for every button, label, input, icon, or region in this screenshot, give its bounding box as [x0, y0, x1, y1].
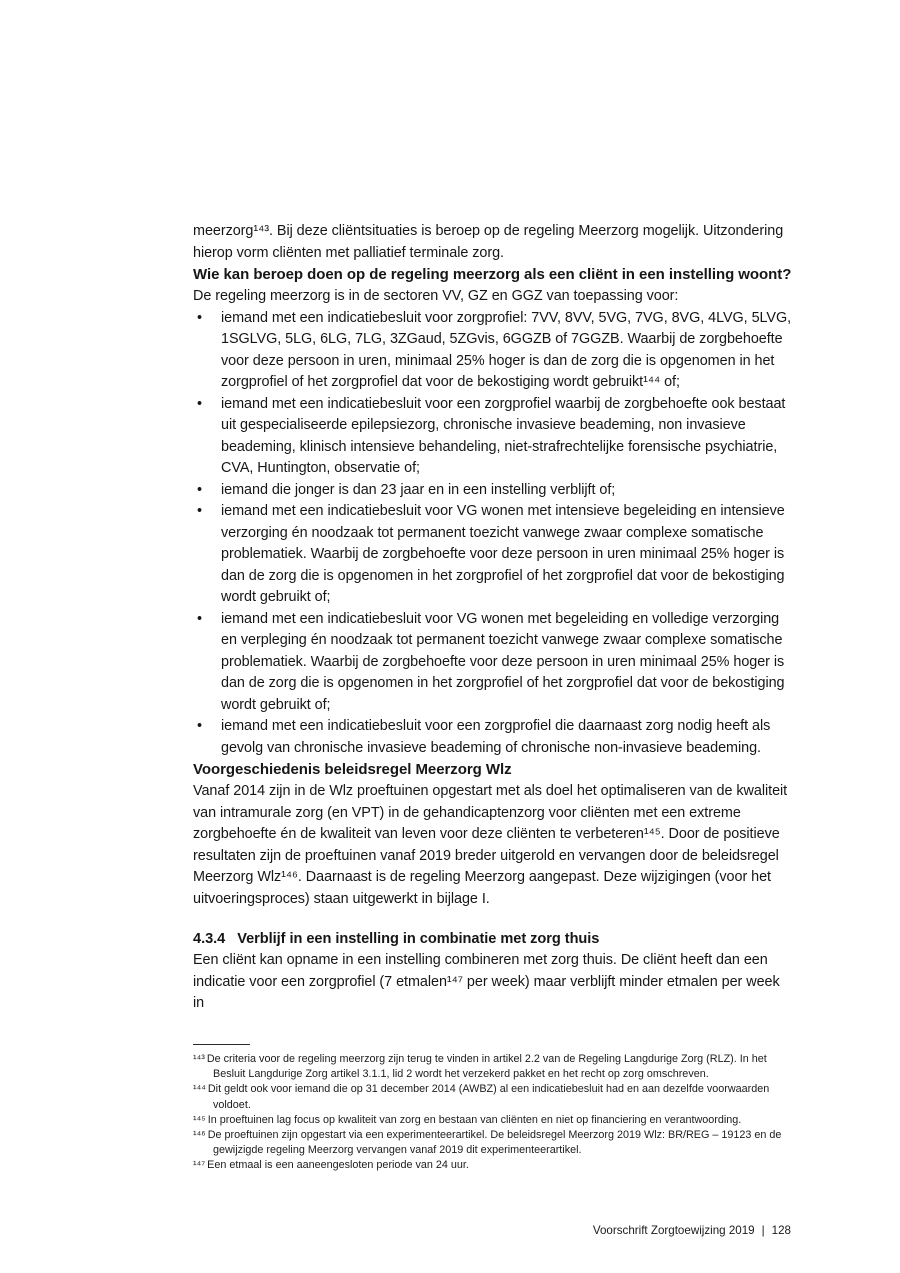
- footnote-block: [193, 1044, 793, 1174]
- list-item: [193, 716, 792, 759]
- intro-paragraph: meerzorg¹⁴³. Bij deze cliëntsituaties is beroep op de regeling Meerzorg mogelijk. Uitzondering hierop vorm cliënten met palliatief terminale zorg.: [193, 223, 784, 261]
- footnote: [193, 1158, 793, 1173]
- footnote-separator-rule: [193, 1044, 250, 1045]
- section-lead: De regeling meerzorg is in de sectoren VV, GZ en GGZ van toepassing voor:: [193, 288, 679, 304]
- heading-number: 4.3.4: [193, 931, 226, 947]
- footnote-number: ¹⁴⁵: [193, 1113, 206, 1126]
- bullet-icon: •: [197, 503, 202, 519]
- footnote-number: ¹⁴³: [193, 1053, 205, 1065]
- section-body-voorgeschiedenis: Vanaf 2014 zijn in de Wlz proeftuinen opgestart met als doel het optimaliseren van de kwaliteit van intramurale zorg (en VPT) in de gehandicaptenzorg voor cliënten met een extreme zorgbehoefte én de kwaliteit van leven voor deze cliënten te verbeteren¹⁴⁵. Door de positieve resultaten zijn de proeftuinen vanaf 2019 breder uitgerold en vervangen door de beleidsregel Meerzorg Wlz¹⁴⁶. Daarnaast is de regeling Meerzorg aangepast. Deze wijzigingen (voor het uitvoeringsproces) staan uitgewerkt in bijlage I.: [193, 783, 788, 907]
- bullet-text: iemand met een indicatiebesluit voor zorgprofiel: 7VV, 8VV, 5VG, 7VG, 8VG, 4LVG, 5LVG, 1SGLVG, 5LG, 6LG, 7LG, 3ZGaud, 5ZGvis, 6GGZB of 7GGZB. Waarbij de zorgbehoefte voor deze persoon in uren, minimaal 25% hoger is dan de zorg die is opgenomen in het zorgprofiel of het zorgprofiel dat voor de bekostiging wordt gebruikt¹⁴⁴ of;: [221, 309, 792, 390]
- bullet-icon: •: [197, 610, 202, 627]
- list-item: [193, 501, 792, 609]
- heading-title: Verblijf in een instelling in combinatie met zorg thuis: [237, 931, 600, 947]
- footnote-text: De criteria voor de regeling meerzorg zijn terug te vinden in artikel 2.2 van de Regeling Langdurige Zorg (RLZ). In het Besluit Langdurige Zorg artikel 3.1.1, lid 2 wordt het verzekerd pakket en het recht op zorg omschreven.: [206, 1053, 767, 1081]
- footnote: [193, 1113, 793, 1128]
- section-heading-voorgeschiedenis: Voorgeschiedenis beleidsregel Meerzorg Wlz: [193, 761, 512, 778]
- list-item: [193, 480, 792, 502]
- bullet-text: iemand met een indicatiebesluit voor een zorgprofiel waarbij de zorgbehoefte ook bestaat uit gespecialiseerde epilepsiezorg, chronische invasieve beademing, non invasieve beademing, klinisch intensieve behandeling, niet-strafrechtelijke forensische psychiatrie, CVA, Huntington, observatie of;: [221, 395, 786, 476]
- list-item: [193, 609, 792, 717]
- page-content: [193, 221, 792, 1015]
- footnote-text: Dit geldt ook voor iemand die op 31 december 2014 (AWBZ) al een indicatiebesluit had en aan dezelfde voorwaarden voldoet.: [207, 1083, 770, 1111]
- section-verblijf: [193, 928, 792, 1015]
- footnote-text: Een etmaal is een aaneengesloten periode van 24 uur.: [207, 1159, 469, 1172]
- footnote-number: ¹⁴⁷: [193, 1159, 206, 1172]
- bullet-icon: •: [197, 718, 202, 734]
- section-heading-regeling-meerzorg: Wie kan beroep doen op de regeling meerzorg als een cliënt in een instelling woont?: [193, 266, 792, 283]
- bullet-icon: •: [197, 395, 202, 412]
- footnote-text: De proeftuinen zijn opgestart via een experimenteerartikel. De beleidsregel Meerzorg 2019 Wlz: BR/REG – 19123 en de gewijzigde regeling Meerzorg vervangen vanaf 2019 dit experimenteerartikel.: [207, 1129, 782, 1157]
- list-item: [193, 308, 792, 394]
- section-heading-verblijf: [193, 928, 792, 950]
- bullet-text: iemand met een indicatiebesluit voor VG wonen met intensieve begeleiding en intensieve verzorging én noodzaak tot permanent toezicht vanwege zwaar complexe somatische problematiek. Waarbij de zorgbehoefte voor deze persoon in uren minimaal 25% hoger is dan de zorg die is opgenomen in het zorgprofiel of het zorgprofiel dat voor de bekostiging wordt gebruikt of;: [221, 503, 785, 605]
- footnote: [193, 1082, 793, 1112]
- footnote-number: ¹⁴⁴: [193, 1083, 206, 1096]
- footer-separator: |: [761, 1224, 765, 1237]
- bullet-text: iemand met een indicatiebesluit voor een zorgprofiel die daarnaast zorg nodig heeft als gevolg van chronische invasieve beademing of chronische non-invasieve beademing.: [221, 718, 771, 756]
- bullet-icon: •: [197, 309, 202, 326]
- page-footer: [593, 1223, 791, 1238]
- footer-page-number: 128: [771, 1224, 791, 1237]
- footnote-text: In proeftuinen lag focus op kwaliteit van zorg en bestaan van cliënten en niet op financiering en verantwoording.: [207, 1113, 742, 1126]
- footnote-number: ¹⁴⁶: [193, 1129, 206, 1142]
- footnote: [193, 1052, 793, 1082]
- list-item: [193, 394, 792, 480]
- bullet-text: iemand met een indicatiebesluit voor VG wonen met begeleiding en volledige verzorging en verpleging én noodzaak tot permanent toezicht vanwege zwaar complexe somatische problematiek. Waarbij de zorgbehoefte voor deze persoon in uren minimaal 25% hoger is dan de zorg die is opgenomen in het zorgprofiel of het zorgprofiel dat voor de bekostiging wordt gebruikt of;: [221, 610, 785, 713]
- bullet-icon: •: [197, 481, 202, 498]
- footnote: [193, 1128, 793, 1158]
- section-body-verblijf: Een cliënt kan opname in een instelling combineren met zorg thuis. De cliënt heeft dan een indicatie voor een zorgprofiel (7 etmalen¹⁴⁷ per week) maar verblijft minder etmalen per week in: [193, 952, 780, 1011]
- footer-document-title: Voorschrift Zorgtoewijzing 2019: [592, 1224, 755, 1237]
- bullet-text: iemand die jonger is dan 23 jaar en in een instelling verblijft of;: [221, 481, 616, 498]
- bullet-list: [193, 308, 792, 760]
